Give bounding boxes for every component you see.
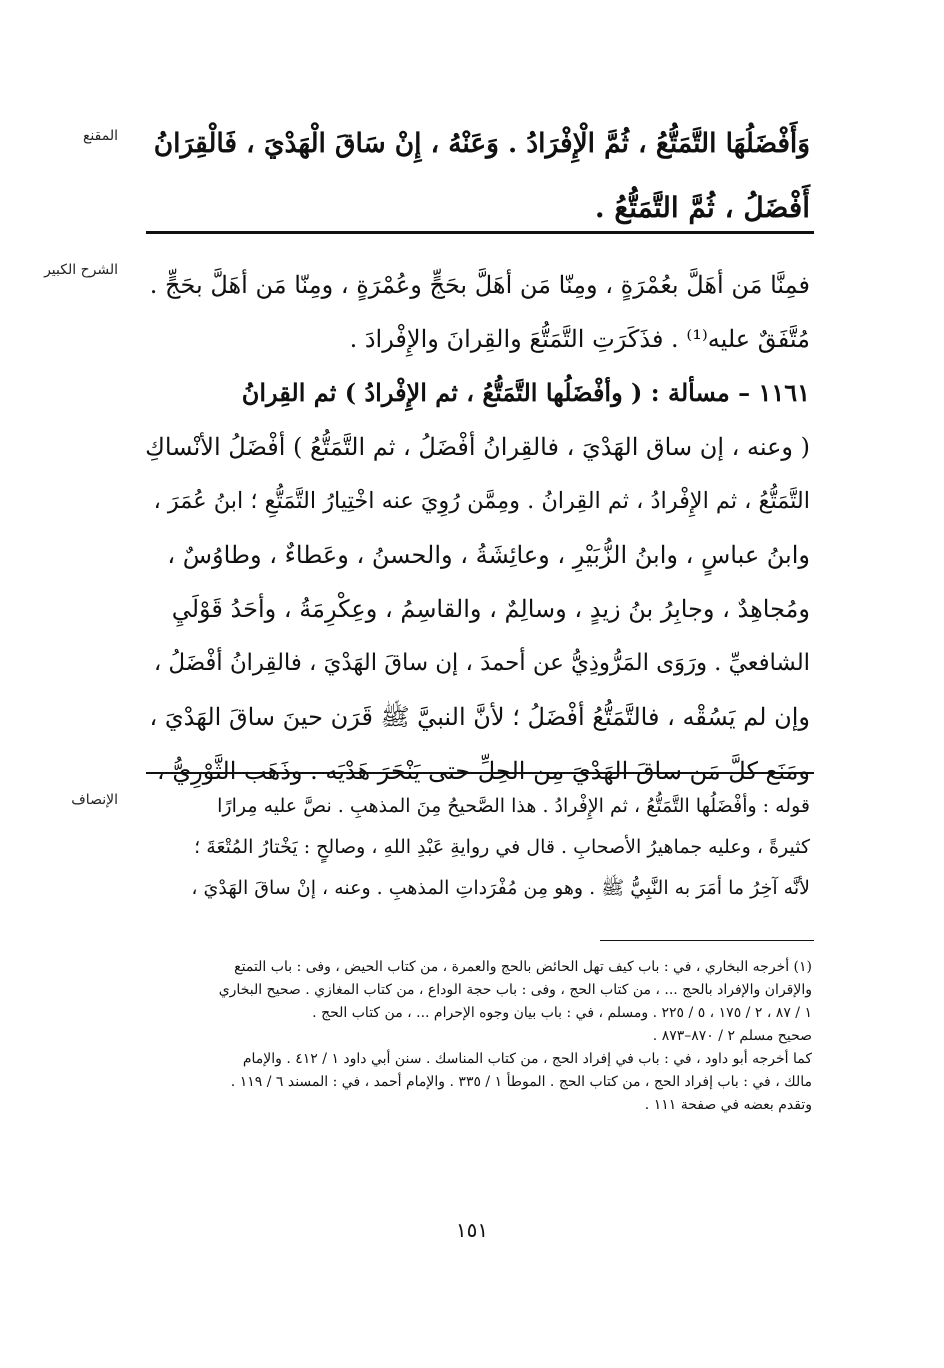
footnote-line: والإقران والإفراد بالحج ... ، من كتاب الحج ، وفى : باب حجة الوداع ، من كتاب المغازي . صحيح البخاري <box>218 982 812 998</box>
sharh-line: ١١٦١ – مسألة : ( وأفْضَلُها التَّمَتُّعُ ، ثم الإِفْرادُ ) ثم القِرانُ <box>241 378 810 407</box>
sharh-line: التَّمَتُّعُ ، ثم الإِفْرادُ ، ثم القِرانُ . ومِمَّن رُوِيَ عنه اخْتِيارُ التَّمَتُّعِ ؛ ابنُ عُمَرَ ، <box>153 488 810 514</box>
insaf-text <box>140 786 810 909</box>
sharh-line: ( وعنه ، إن ساق الهَدْيَ ، فالقِرانُ أفْضَلُ ، ثم التَّمَتُّعُ ) أفْضَلُ الأنْساكِ <box>145 433 810 461</box>
sharh-line: ومُجاهِدٌ ، وجابِرُ بنُ زيدٍ ، وسالِمٌ ، والقاسِمُ ، وعِكْرِمَةُ ، وأحَدُ قَوْلَيِ <box>171 595 810 623</box>
sharh-line: ومَنَع كلَّ مَن ساقَ الهَدْيَ مِن الحِلِّ حتى يَنْحَرَ هَدْيَه . وذَهَب الثَّوْرِيُّ ، <box>156 757 810 785</box>
sharh-line: فمِنَّا مَن أهَلَّ بعُمْرَةٍ ، ومِنّا مَن أهَلَّ بحَجٍّ وعُمْرَةٍ ، ومِنّا مَن أهَلَّ بحَجٍّ . <box>149 271 810 299</box>
sharh-line: وابنُ عباسٍ ، وابنُ الزُّبَيْرِ ، وعائِشَةُ ، والحسنُ ، وعَطاءٌ ، وطاوُسٌ ، <box>167 541 810 569</box>
footnote-line: مالك ، في : باب إفراد الحج ، من كتاب الحج . الموطأ ١ / ٣٣٥ . والإمام أحمد ، في : المسند ٦ / ١١٩ . <box>230 1074 812 1090</box>
insaf-line: لأنَّه آخِرُ ما أمَرَ به النَّبِيُّ ﷺ . وهو مِن مُفْرَداتِ المذهبِ . وعنه ، إنْ ساقَ الهَدْيَ ، <box>191 877 810 899</box>
footnote-line: صحيح مسلم ٢ / ٨٧٠–٨٧٣ . <box>652 1028 812 1044</box>
footnote-line: (١) أخرجه البخاري ، في : باب كيف تهل الحائض بالحج والعمرة ، من كتاب الحيض ، وفى : باب التمتع <box>234 959 812 975</box>
footnote-line: ١ / ٨٧ ، ٢ / ١٧٥ ، ٥ / ٢٢٥ . ومسلم ، في : باب بيان وجوه الإحرام ... ، من كتاب الحج . <box>312 1005 812 1021</box>
section-divider <box>146 231 814 234</box>
footnote-line: كما أخرجه أبو داود ، في : باب في إفراد الحج ، من كتاب المناسك . سنن أبي داود ١ / ٤١٢ . والإمام <box>242 1051 812 1067</box>
side-label-insaf: الإنصاف <box>71 792 118 808</box>
side-label-muqni: المقنع <box>82 128 118 144</box>
insaf-line: كثيرةً ، وعليه جماهيرُ الأصحابِ . قال في روايةِ عَبْدِ اللهِ ، وصالحٍ : يَخْتارُ المُتْعَةَ ؛ <box>194 836 810 858</box>
insaf-line: قوله : وأفْضَلُها التَّمَتُّعُ ، ثم الإِفْرادُ . هذا الصَّحيحُ مِنَ المذهبِ . نصَّ عليه مِرارًا <box>217 795 810 817</box>
footnote-divider <box>600 940 814 941</box>
sharh-line: وإن لم يَسُقْه ، فالتَّمَتُّعُ أفْضَلُ ؛ لأنَّ النبيَّ ﷺ قَرَن حينَ ساقَ الهَدْيَ ، <box>149 703 810 731</box>
page-number: ١٥١ <box>455 1218 489 1242</box>
muqni-text <box>140 112 810 240</box>
sharh-text <box>140 258 810 798</box>
footnote-line: وتقدم بعضه في صفحة ١١١ . <box>644 1097 812 1113</box>
section-divider <box>146 772 814 774</box>
muqni-line: وَأَفْضَلُهَا التَّمَتُّعُ ، ثُمَّ الْإِفْرَادُ . وَعَنْهُ ، إِنْ سَاقَ الْهَدْيَ ، فَالْقِرَانُ <box>153 128 810 159</box>
muqni-line: أَفْضَلُ ، ثُمَّ التَّمَتُّعُ . <box>594 191 810 224</box>
sharh-line: مُتَّفَقٌ عليه⁽¹⁾ . فذَكَرَتِ التَّمَتُّعَ والقِرانَ والإِفْرادَ . <box>349 325 810 353</box>
footnotes <box>130 956 812 1117</box>
side-label-sharh: الشرح الكبير <box>44 262 118 278</box>
sharh-line: الشافعيِّ . ورَوَى المَرُّوذِيُّ عن أحمدَ ، إن ساقَ الهَدْيَ ، فالقِرانُ أفْضَلُ ، <box>153 650 810 676</box>
